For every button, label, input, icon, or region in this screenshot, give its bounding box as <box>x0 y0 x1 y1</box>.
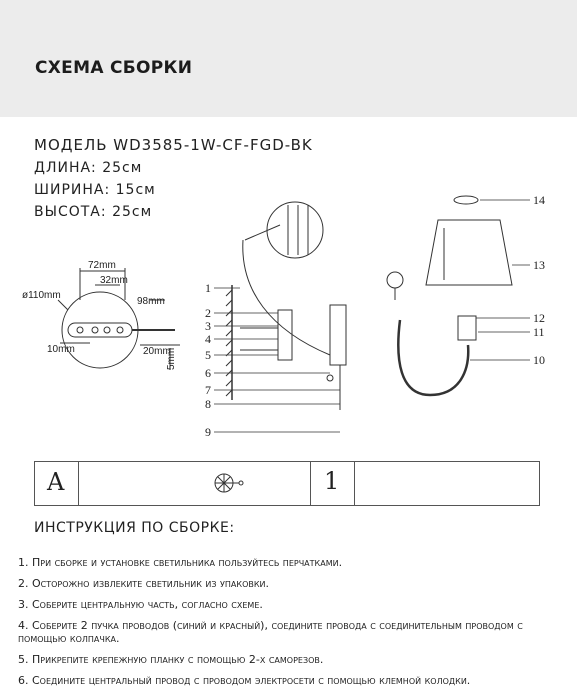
dimension-value: 15см <box>115 182 156 198</box>
dim-label: 98mm <box>137 296 165 307</box>
mounting-plate <box>278 310 292 360</box>
parts-legend <box>34 461 540 506</box>
connector <box>327 375 333 381</box>
callout-4: 4 <box>205 332 211 346</box>
bracket-hole <box>92 327 98 333</box>
callout-13: 13 <box>533 258 545 272</box>
callout-5: 5 <box>205 348 211 362</box>
bracket-plate-outline <box>62 292 138 368</box>
instruction-step: 5. Прикрепите крепежную планку с помощью 2-х саморезов. <box>18 653 324 666</box>
dim-label: ø110mm <box>22 290 61 301</box>
callout-11: 11 <box>533 325 545 339</box>
legend-letter-cell <box>35 462 79 505</box>
instruction-step: 2. Осторожно извлеките светильник из упаковки. <box>18 577 270 590</box>
legend-letter: A <box>47 468 65 496</box>
instruction-step: 1. При сборке и установке светильника пользуйтесь перчатками. <box>18 556 343 569</box>
callout-14: 14 <box>533 193 545 207</box>
crystal-ball-icon <box>79 462 311 505</box>
callout-8: 8 <box>205 397 211 411</box>
callout-6: 6 <box>205 366 211 380</box>
callout-7: 7 <box>205 383 211 397</box>
instruction-step: 6. Соедините центральный провод с проводом электросети с помощью клемной колодки. <box>18 674 471 687</box>
header-band <box>0 0 577 117</box>
legend-image-cell <box>79 462 311 505</box>
callout-10: 10 <box>533 353 545 367</box>
dim-leader <box>58 300 68 310</box>
dimension-key: ШИРИНА: <box>34 182 111 198</box>
dim-label: 10mm <box>47 344 75 355</box>
dim-label: 72mm <box>88 260 116 271</box>
assembly-diagram <box>0 150 577 450</box>
page-title: СХЕМА СБОРКИ <box>35 58 193 78</box>
lamp-shade <box>426 220 512 285</box>
callout-leaders <box>214 200 530 432</box>
callout-9: 9 <box>205 425 211 439</box>
dim-label: 20mm <box>143 346 171 357</box>
wire-path <box>243 240 330 355</box>
legend-count-cell <box>311 462 355 505</box>
dim-label: 5mm <box>166 347 177 370</box>
dimension-key: ДЛИНА: <box>34 160 97 176</box>
finial <box>454 196 478 204</box>
instructions-title: ИНСТРУКЦИЯ ПО СБОРКЕ: <box>34 520 235 536</box>
bracket-hole <box>117 327 123 333</box>
dim-label: 32mm <box>100 275 128 286</box>
callout-3: 3 <box>205 319 211 333</box>
model-label: МОДЕЛЬ WD3585-1W-CF-FGD-BK <box>34 136 313 154</box>
legend-count: 1 <box>324 467 340 495</box>
lamp-assembly <box>387 196 512 395</box>
instruction-step: 4. Соберите 2 пучка проводов (синий и красный), соедините провода с соединительным проводом с помощью колпачка. <box>18 619 523 645</box>
canopy <box>330 305 346 365</box>
dimension-value: 25см <box>102 160 143 176</box>
callout-12: 12 <box>533 311 545 325</box>
callout-1: 1 <box>205 281 211 295</box>
dimension-value: 25см <box>112 204 153 220</box>
crystal-ball <box>387 272 403 288</box>
instruction-step: 3. Соберите центральную часть, согласно схеме. <box>18 598 263 611</box>
lamp-socket <box>458 316 476 340</box>
bracket-hole <box>77 327 83 333</box>
dimension-key: ВЫСОТА: <box>34 204 107 220</box>
wall-mount <box>226 202 346 410</box>
bracket-bar <box>68 323 132 337</box>
bracket-hole <box>104 327 110 333</box>
wall-hatch <box>226 290 232 396</box>
wire-detail-circle <box>267 202 323 258</box>
leader-to-detail <box>245 225 280 240</box>
instructions-list <box>18 556 574 695</box>
callout-2: 2 <box>205 306 211 320</box>
